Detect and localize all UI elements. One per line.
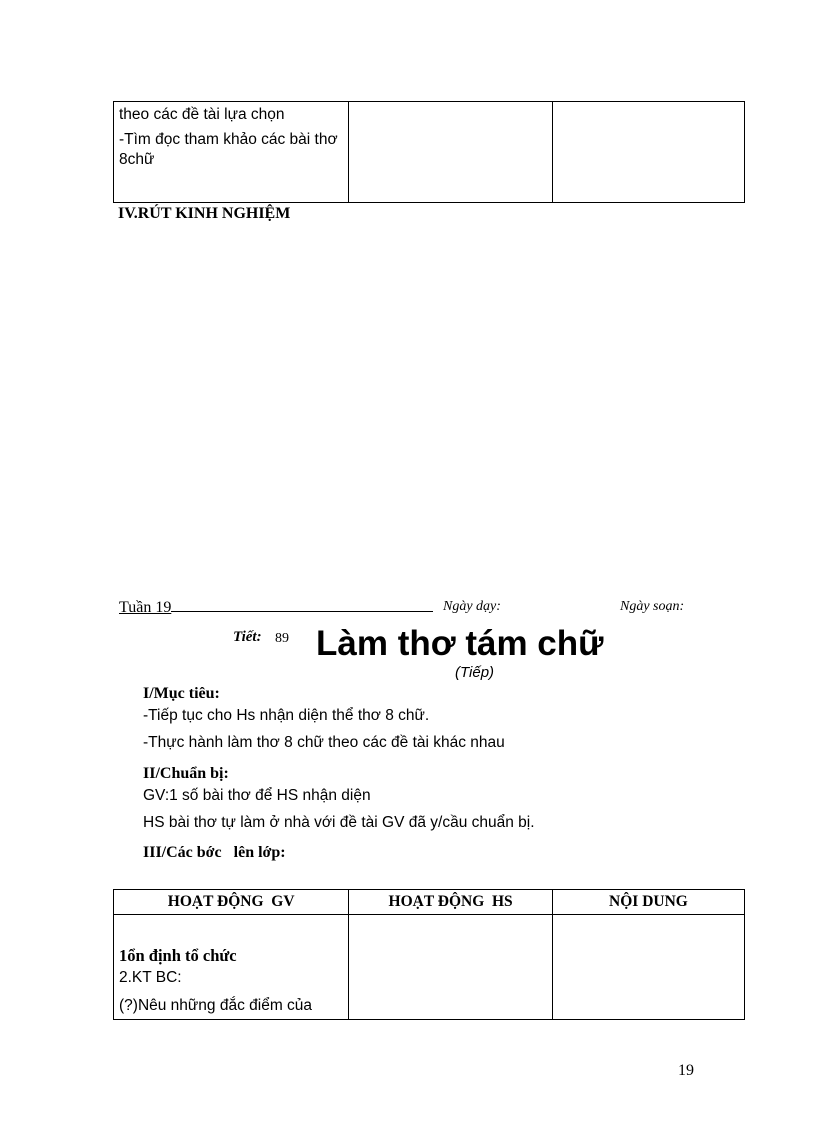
cell-line: (?)Nêu những đắc điểm của xyxy=(119,997,313,1014)
period-label: Tiết: xyxy=(233,629,262,645)
lesson-title: Làm thơ tám chữ xyxy=(316,624,604,663)
header-gv: HOẠT ĐỘNG GV xyxy=(114,890,349,915)
cell-line: theo các đề tài lựa chọn xyxy=(119,106,285,123)
table-cell-hs xyxy=(349,102,552,203)
page-number: 19 xyxy=(678,1062,694,1079)
preparation-item: HS bài thơ tự làm ở nhà với đề tài GV đã y/cầu chuẩn bị. xyxy=(143,814,535,831)
table-cell-content xyxy=(552,102,744,203)
table-row xyxy=(114,102,745,203)
table-row xyxy=(114,915,745,1020)
header-hs: HOẠT ĐỘNG HS xyxy=(349,890,553,915)
objectives-heading: I/Mục tiêu: xyxy=(143,685,220,702)
week-text: Tuần 19 xyxy=(119,599,172,616)
teach-date-label: Ngày dạy: xyxy=(443,599,501,614)
section-experience-heading: IV.RÚT KINH NGHIỆM xyxy=(118,205,291,222)
continuation-table xyxy=(113,101,745,203)
lesson-subtitle: (Tiếp) xyxy=(455,664,495,681)
period-number: 89 xyxy=(275,631,289,646)
preparation-item: GV:1 số bài thơ để HS nhận diện xyxy=(143,787,371,804)
cell-bold-line: 1ổn định tổ chức xyxy=(119,946,237,965)
week-label xyxy=(119,597,441,617)
objective-item: -Tiếp tục cho Hs nhận diện thể thơ 8 chữ. xyxy=(143,707,430,724)
cell-line: 2.KT BC: xyxy=(119,969,182,986)
cell-line: -Tìm đọc tham khảo các bài thơ 8chữ xyxy=(119,131,338,168)
table-cell-gv xyxy=(114,102,349,203)
objective-item: -Thực hành làm thơ 8 chữ theo các đề tài khác nhau xyxy=(143,734,505,751)
table-header-row xyxy=(114,890,745,915)
activity-table xyxy=(113,889,745,1020)
preparation-heading: II/Chuẩn bị: xyxy=(143,765,229,782)
period-label-text: Tiết xyxy=(233,629,257,645)
table-cell-gv xyxy=(114,915,349,1020)
table-cell-hs xyxy=(349,915,553,1020)
table-cell-content xyxy=(552,915,744,1020)
header-content: NỘI DUNG xyxy=(552,890,744,915)
steps-heading: III/Các bớc lên lớp: xyxy=(143,844,286,861)
prep-date-label: Ngày soạn: xyxy=(620,599,685,614)
